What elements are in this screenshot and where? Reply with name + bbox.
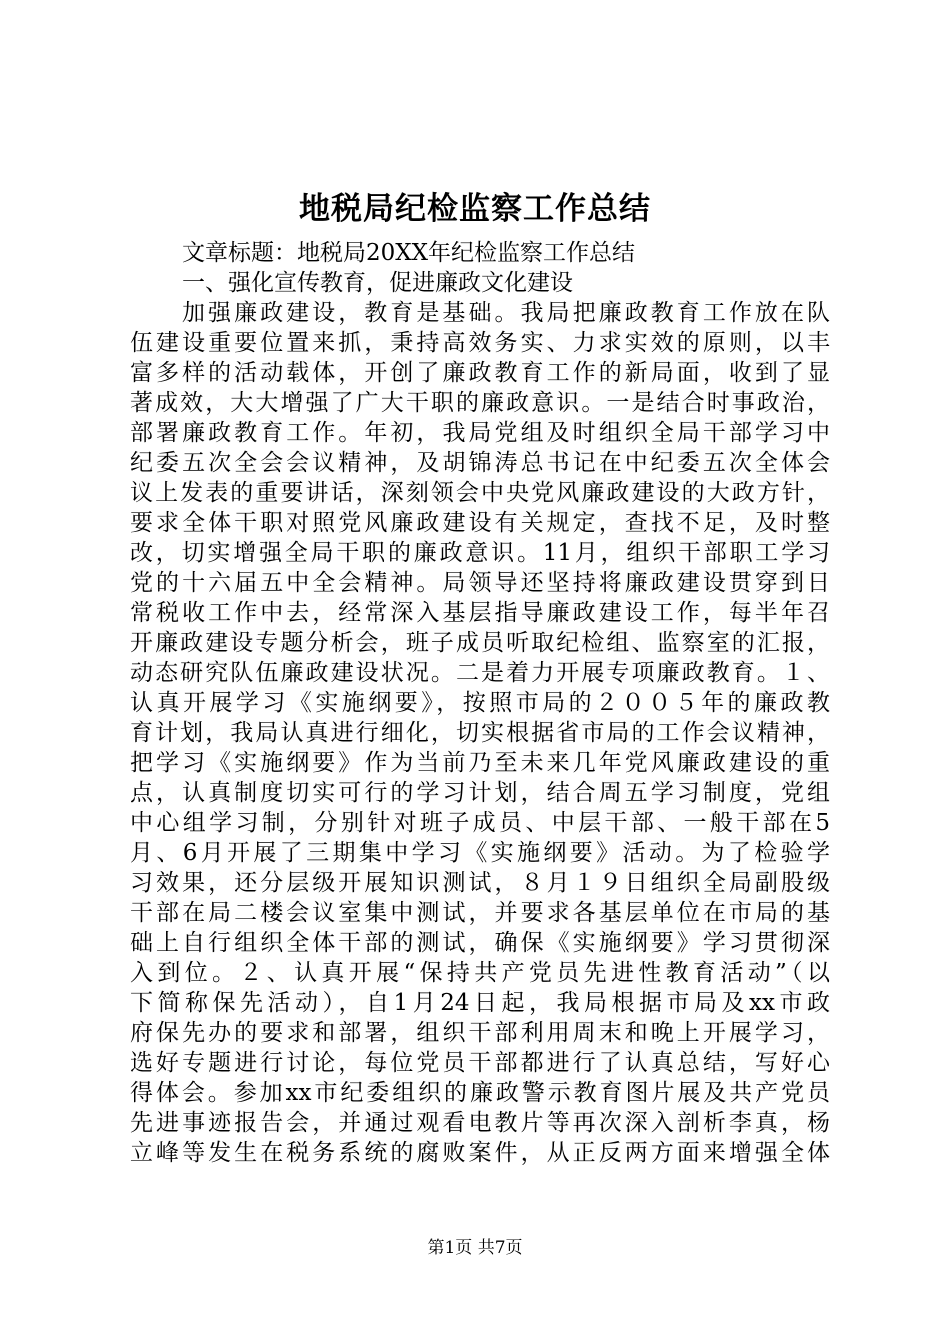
body-line: 选好专题进行讨论，每位党员干部都进行了认真总结，写好心 <box>130 1050 830 1076</box>
body-line: 育计划，我局认真进行细化，切实根据省市局的工作会议精神， <box>130 720 830 746</box>
body-line: 把学习《实施纲要》作为当前乃至未来几年党风廉政建设的重 <box>130 750 830 776</box>
section-heading: 一、强化宣传教育，促进廉政文化建设 <box>182 270 573 296</box>
body-line: 伍建设重要位置来抓，秉持高效务实、力求实效的原则，以丰 <box>130 330 830 356</box>
body-line: 础上自行组织全体干部的测试，确保《实施纲要》学习贯彻深 <box>130 930 830 956</box>
page-number-footer: 第1页 共7页 <box>427 1238 523 1258</box>
body-line: 下简称保先活动），自1月24日起，我局根据市局及xx市政 <box>130 990 830 1016</box>
body-line: 著成效，大大增强了广大干职的廉政意识。一是结合时事政治， <box>130 390 830 416</box>
body-line: 先进事迹报告会，并通过观看电教片等再次深入剖析李真，杨 <box>130 1110 830 1136</box>
body-line: 月、6月开展了三期集中学习《实施纲要》活动。为了检验学 <box>130 840 830 866</box>
body-line: 纪委五次全会会议精神，及胡锦涛总书记在中纪委五次全体会 <box>130 450 830 476</box>
body-line: 富多样的活动载体，开创了廉政教育工作的新局面，收到了显 <box>130 360 830 386</box>
body-line: 开廉政建设专题分析会，班子成员听取纪检组、监察室的汇报， <box>130 630 830 656</box>
body-line: 干部在局二楼会议室集中测试，并要求各基层单位在市局的基 <box>130 900 830 926</box>
body-line: 得体会。参加xx市纪委组织的廉政警示教育图片展及共产党员 <box>130 1080 830 1106</box>
body-line: 部署廉政教育工作。年初，我局党组及时组织全局干部学习中 <box>130 420 830 446</box>
body-line: 党的十六届五中全会精神。局领导还坚持将廉政建设贯穿到日 <box>130 570 830 596</box>
body-line: 要求全体干职对照党风廉政建设有关规定，查找不足，及时整 <box>130 510 830 536</box>
body-line: 府保先办的要求和部署，组织干部利用周末和晚上开展学习， <box>130 1020 830 1046</box>
body-line: 加强廉政建设，教育是基础。我局把廉政教育工作放在队 <box>182 300 830 326</box>
body-line: 立峰等发生在税务系统的腐败案件，从正反两方面来增强全体 <box>130 1140 830 1166</box>
body-line: 入到位。２、认真开展“保持共产党员先进性教育活动”（以 <box>130 960 830 986</box>
body-line: 议上发表的重要讲话，深刻领会中央党风廉政建设的大政方针， <box>130 480 830 506</box>
article-title-line: 文章标题：地税局20XX年纪检监察工作总结 <box>182 240 636 266</box>
body-line: 点，认真制度切实可行的学习计划，结合周五学习制度，党组 <box>130 780 830 806</box>
body-line: 动态研究队伍廉政建设状况。二是着力开展专项廉政教育。１、 <box>130 660 830 686</box>
body-line: 习效果，还分层级开展知识测试，８月１９日组织全局副股级 <box>130 870 830 896</box>
body-line: 常税收工作中去，经常深入基层指导廉政建设工作，每半年召 <box>130 600 830 626</box>
document-title: 地税局纪检监察工作总结 <box>299 191 651 227</box>
body-line: 中心组学习制，分别针对班子成员、中层干部、一般干部在5 <box>130 810 830 836</box>
body-line: 认真开展学习《实施纲要》，按照市局的２００５年的廉政教 <box>130 690 830 716</box>
body-line: 改，切实增强全局干职的廉政意识。11月，组织干部职工学习 <box>130 540 830 566</box>
